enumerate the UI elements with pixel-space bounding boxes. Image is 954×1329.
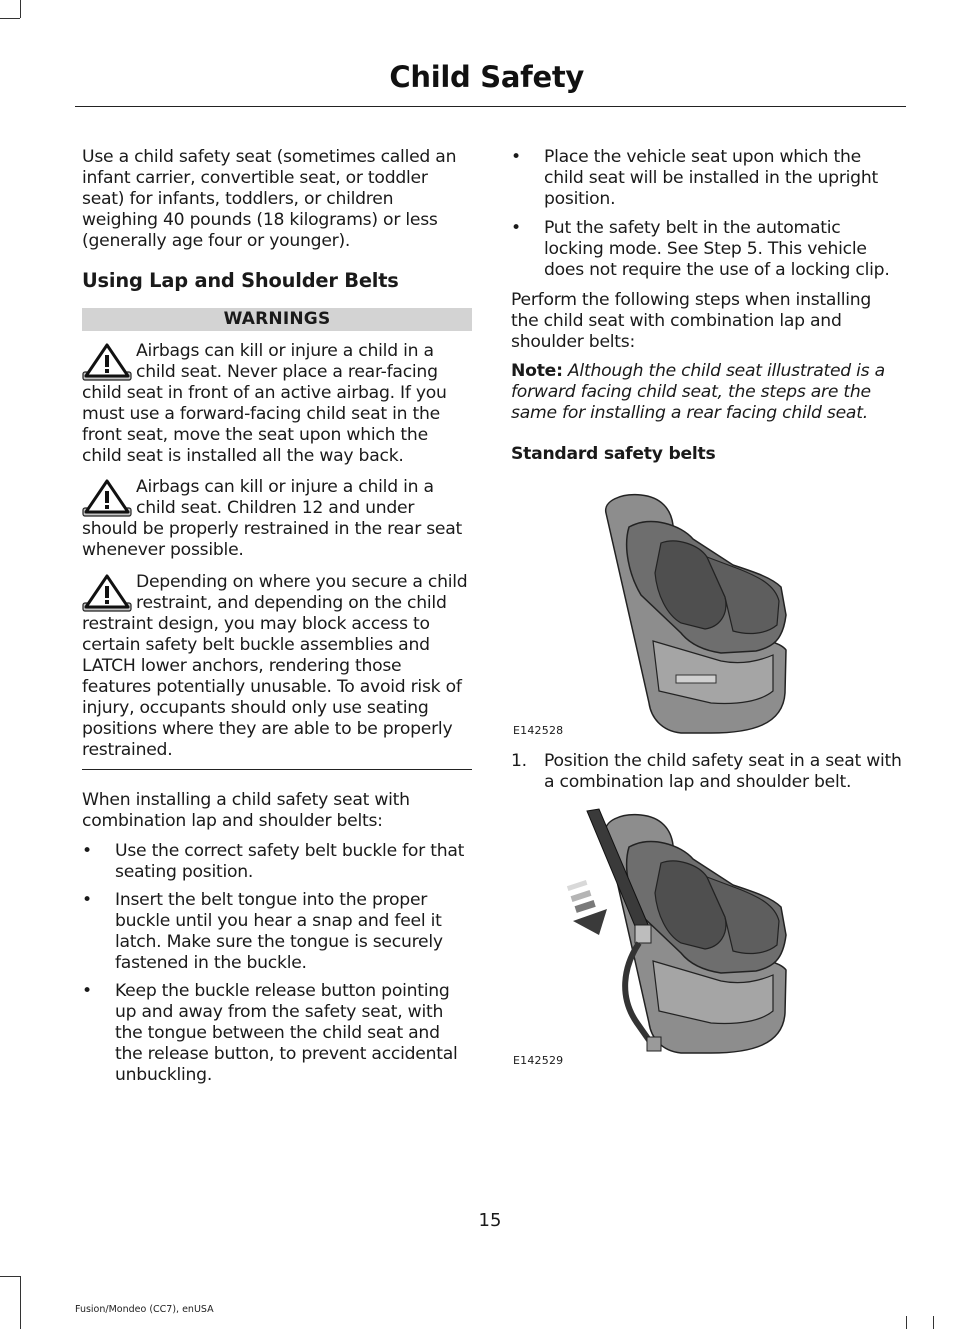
step-text: Position the child safety seat in a seat with a combination lap and shoulder belt. [544, 751, 902, 793]
right-column [511, 147, 903, 1073]
warning-text: Depending on where you secure a child restraint, and depending on the child restraint design, you may block access to certain safety belt buckle assemblies and LATCH lower anchors, rendering those features potentially unusable. To avoid risk of injury, occupants should only use seating positions where they are able to be properly restrained. [82, 571, 468, 761]
bullet-dot: • [511, 218, 521, 239]
warning-text: Airbags can kill or injure a child in a child seat. Children 12 and under should be properly restrained in the rear seat whenever possible. [82, 477, 463, 561]
list-item-text: Keep the buckle release button pointing up and away from the safety seat, with the tongue between the child seat and the release button, to prevent accidental unbuckling. [115, 981, 458, 1086]
intro-paragraph: Use a child safety seat (sometimes called an infant carrier, convertible seat, or toddler seat) for infants, toddlers, or children weighing 40 pounds (18 kilograms) or less (generally age four or younger). [82, 147, 457, 252]
bullet-dot: • [82, 981, 92, 1002]
crop-mark [933, 1316, 934, 1329]
step-number: 1. [511, 751, 527, 772]
bullet-dot: • [82, 889, 92, 910]
list-item [82, 890, 472, 974]
warning-item [82, 341, 472, 468]
bullet-list [511, 147, 903, 282]
crop-mark [20, 0, 21, 18]
child-seat-image [511, 465, 903, 743]
child-seat-belt-image [511, 797, 903, 1073]
list-item-text: Put the safety belt in the automatic locking mode. See Step 5. This vehicle does not require the use of a locking clip. [544, 218, 890, 281]
bullet-list [82, 841, 472, 1087]
warning-text: Airbags can kill or injure a child in a child seat. Never place a rear-facing child seat in front of an active airbag. If you must use a forward-facing child seat in the front seat, move the seat upon which the child seat is installed all the way back. [82, 340, 447, 467]
crop-mark [0, 1276, 20, 1277]
warning-item [82, 477, 472, 561]
bullet-dot: • [511, 147, 521, 167]
list-item-text: Use the correct safety belt buckle for that seating position. [115, 840, 465, 882]
section-heading: Using Lap and Shoulder Belts [82, 269, 399, 293]
list-item-text: Insert the belt tongue into the proper buckle until you hear a snap and feel it latch. Make sure the tongue is securely fastened in the buckle. [115, 889, 443, 973]
title-rule [75, 106, 906, 107]
crop-mark [20, 1276, 21, 1329]
list-item [511, 218, 903, 281]
warnings-header: WARNINGS [82, 308, 472, 331]
figure-code: E142528 [513, 724, 564, 738]
list-item-text: Place the vehicle seat upon which the child seat will be installed in the upright position. [544, 147, 878, 210]
installing-intro: When installing a child safety seat with combination lap and shoulder belts: [82, 790, 410, 832]
figure-code: E142529 [513, 1054, 564, 1068]
left-column [82, 147, 472, 1094]
sub-heading: Standard safety belts [511, 444, 716, 465]
list-item [511, 147, 903, 210]
warning-triangle-icon [82, 343, 132, 381]
page-number: 15 [478, 1210, 502, 1231]
warning-triangle-icon [82, 479, 132, 517]
crop-mark [906, 1316, 907, 1329]
crop-mark [0, 18, 20, 19]
note [511, 361, 903, 424]
arrow-down-icon [567, 880, 607, 935]
step-item [511, 751, 903, 793]
warnings-block [82, 308, 472, 771]
footer-text: Fusion/Mondeo (CC7), enUSA [75, 1304, 214, 1315]
page-title: Child Safety [389, 60, 584, 94]
steps-intro: Perform the following steps when installing the child seat with combination lap and shoulder belts: [511, 289, 872, 352]
list-item [82, 841, 472, 883]
child-seat-illustration [511, 465, 903, 743]
note-text: Although the child seat illustrated is a forward facing child seat, the steps are the same for installing a rear facing child seat. [511, 360, 885, 424]
warning-triangle-icon [82, 574, 132, 612]
list-item [82, 981, 472, 1086]
warning-item [82, 572, 472, 762]
note-label: Note: [511, 360, 563, 381]
bullet-dot: • [82, 840, 92, 861]
child-seat-belt-illustration [511, 797, 903, 1073]
